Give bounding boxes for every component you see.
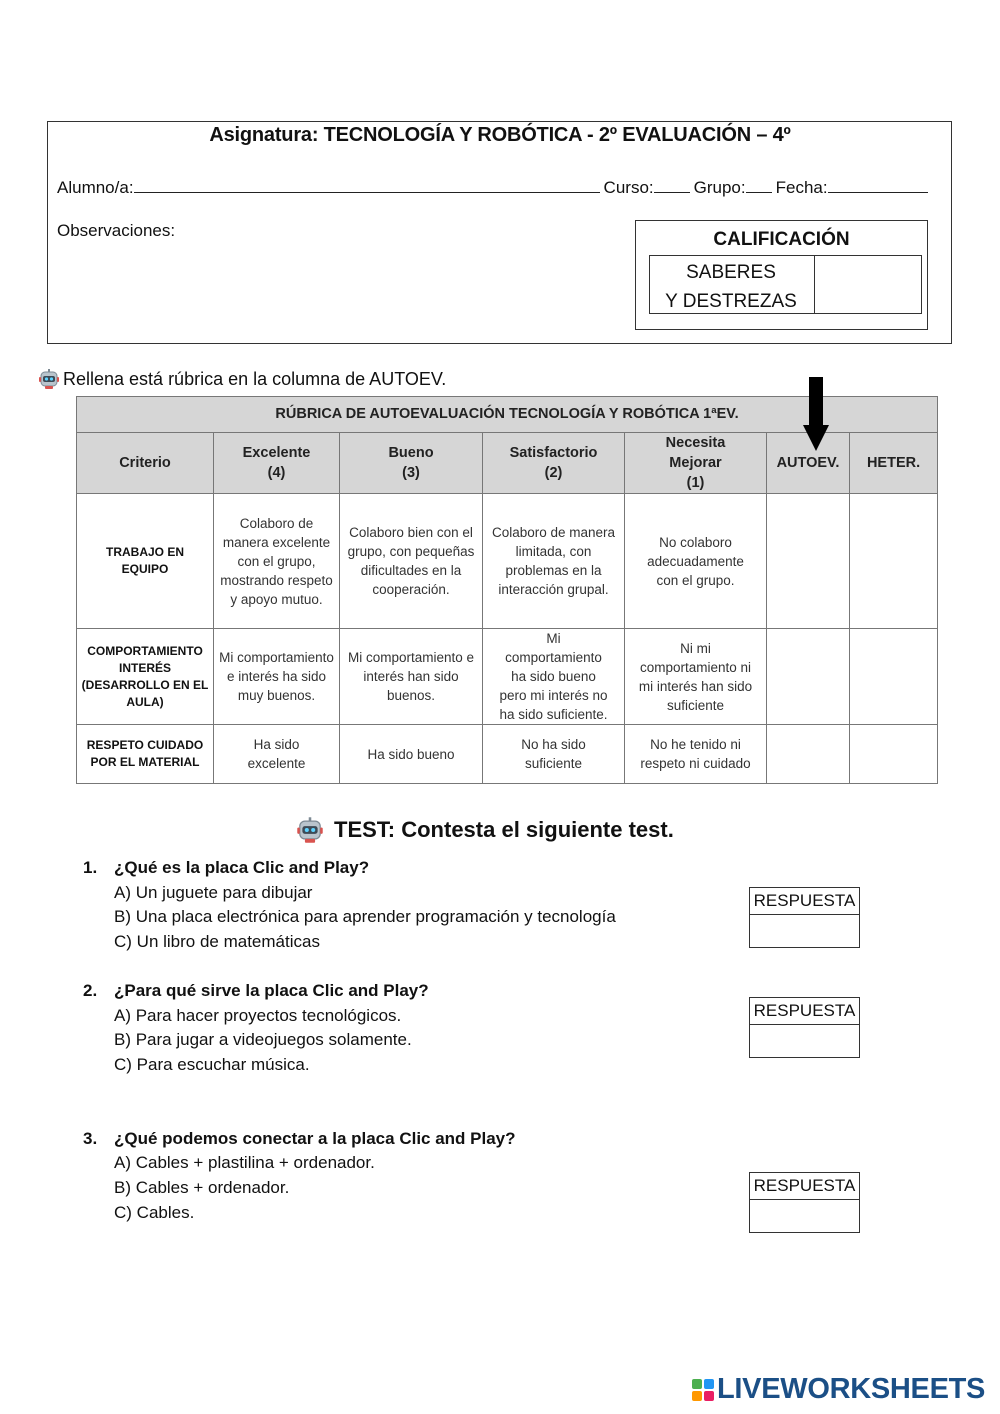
table-row xyxy=(77,725,938,784)
response-box xyxy=(749,887,860,948)
option-c: C) Un libro de matemáticas xyxy=(114,932,320,951)
rubric-table xyxy=(76,396,938,784)
response-box xyxy=(749,997,860,1058)
calificacion-title: CALIFICACIÓN xyxy=(713,229,850,250)
curso-field[interactable] xyxy=(654,174,690,193)
robot-icon xyxy=(296,816,324,844)
satisfactorio-cell: Colaboro de manera limitada, con problemas en la interacción grupal. xyxy=(483,494,625,629)
saberes-line-2: Y DESTREZAS xyxy=(665,291,797,312)
table-row xyxy=(77,629,938,725)
option-b: B) Cables + ordenador. xyxy=(114,1178,290,1197)
criterio-cell: COMPORTAMIENTO INTERÉS (DESARROLLO EN EL AULA) xyxy=(77,629,214,725)
header-autoev: AUTOEV. xyxy=(767,433,850,494)
page-title: Asignatura: TECNOLOGÍA Y ROBÓTICA - 2º EVALUACIÓN – 4º xyxy=(209,124,791,146)
header-necesita: Necesita Mejorar (1) xyxy=(625,433,767,494)
autoev-input-cell[interactable] xyxy=(767,629,850,725)
bueno-cell: Mi comportamiento e interés han sido buenos. xyxy=(340,629,483,725)
answer-input[interactable] xyxy=(750,1200,859,1233)
question-text: ¿Para qué sirve la placa Clic and Play? xyxy=(114,981,429,1000)
header-criterio: Criterio xyxy=(77,433,214,494)
autoev-input-cell[interactable] xyxy=(767,494,850,629)
robot-icon xyxy=(38,368,60,390)
option-b: B) Una placa electrónica para aprender programación y tecnología xyxy=(114,907,616,926)
heter-cell xyxy=(850,494,938,629)
observaciones-label: Observaciones: xyxy=(57,221,176,240)
header-bueno: Bueno (3) xyxy=(340,433,483,494)
necesita-cell: Ni mi comportamiento ni mi interés han sido suficiente xyxy=(625,629,767,725)
grupo-field[interactable] xyxy=(746,174,772,193)
calificacion-divider xyxy=(814,255,815,314)
response-label: RESPUESTA xyxy=(750,1173,859,1200)
response-label: RESPUESTA xyxy=(750,888,859,915)
grupo-label: Grupo: xyxy=(693,178,746,197)
autoev-input-cell[interactable] xyxy=(767,725,850,784)
response-box xyxy=(749,1172,860,1233)
heter-cell xyxy=(850,725,938,784)
excelente-cell: Ha sido excelente xyxy=(214,725,340,784)
curso-label: Curso: xyxy=(603,178,654,197)
excelente-cell: Colaboro de manera excelente con el grupo, mostrando respeto y apoyo mutuo. xyxy=(214,494,340,629)
liveworksheets-logo: LIVEWORKSHEETS xyxy=(717,1373,986,1405)
necesita-cell: No colaboro adecuadamente con el grupo. xyxy=(625,494,767,629)
student-info-line xyxy=(57,174,928,198)
liveworksheets-logo-icon xyxy=(692,1379,714,1401)
necesita-cell: No he tenido ni respeto ni cuidado xyxy=(625,725,767,784)
table-row xyxy=(77,494,938,629)
response-label: RESPUESTA xyxy=(750,998,859,1025)
arrow-down-icon xyxy=(803,377,829,451)
rubric-instruction: Rellena está rúbrica en la columna de AUTOEV. xyxy=(63,369,447,389)
header-excelente: Excelente (4) xyxy=(214,433,340,494)
question-number: 3. xyxy=(83,1129,98,1148)
header-heter: HETER. xyxy=(850,433,938,494)
option-a: A) Para hacer proyectos tecnológicos. xyxy=(114,1006,402,1025)
alumno-label: Alumno/a: xyxy=(57,178,134,197)
option-c: C) Cables. xyxy=(114,1203,195,1222)
criterio-cell: TRABAJO EN EQUIPO xyxy=(77,494,214,629)
option-a: A) Un juguete para dibujar xyxy=(114,883,313,902)
saberes-label xyxy=(652,258,810,316)
bueno-cell: Ha sido bueno xyxy=(340,725,483,784)
header-satisfactorio: Satisfactorio (2) xyxy=(483,433,625,494)
option-c: C) Para escuchar música. xyxy=(114,1055,310,1074)
rubric-title: RÚBRICA DE AUTOEVALUACIÓN TECNOLOGÍA Y ROBÓTICA 1ªEV. xyxy=(77,397,938,433)
bueno-cell: Colaboro bien con el grupo, con pequeñas dificultades en la cooperación. xyxy=(340,494,483,629)
fecha-field[interactable] xyxy=(828,174,928,193)
test-title: TEST: Contesta el siguiente test. xyxy=(334,817,674,842)
question-number: 1. xyxy=(83,858,98,877)
satisfactorio-cell: Mi comportamiento ha sido bueno pero mi interés no ha sido suficiente. xyxy=(483,629,625,725)
heter-cell xyxy=(850,629,938,725)
question-text: ¿Qué podemos conectar a la placa Clic and Play? xyxy=(114,1129,516,1148)
question-text: ¿Qué es la placa Clic and Play? xyxy=(114,858,370,877)
saberes-line-1: SABERES xyxy=(686,262,776,283)
fecha-label: Fecha: xyxy=(775,178,828,197)
question-number: 2. xyxy=(83,981,98,1000)
alumno-field[interactable] xyxy=(134,174,600,193)
calificacion-value-cell xyxy=(816,256,920,313)
option-a: A) Cables + plastilina + ordenador. xyxy=(114,1153,375,1172)
satisfactorio-cell: No ha sido suficiente xyxy=(483,725,625,784)
answer-input[interactable] xyxy=(750,915,859,948)
criterio-cell: RESPETO CUIDADO POR EL MATERIAL xyxy=(77,725,214,784)
excelente-cell: Mi comportamiento e interés ha sido muy buenos. xyxy=(214,629,340,725)
answer-input[interactable] xyxy=(750,1025,859,1058)
option-b: B) Para jugar a videojuegos solamente. xyxy=(114,1030,412,1049)
